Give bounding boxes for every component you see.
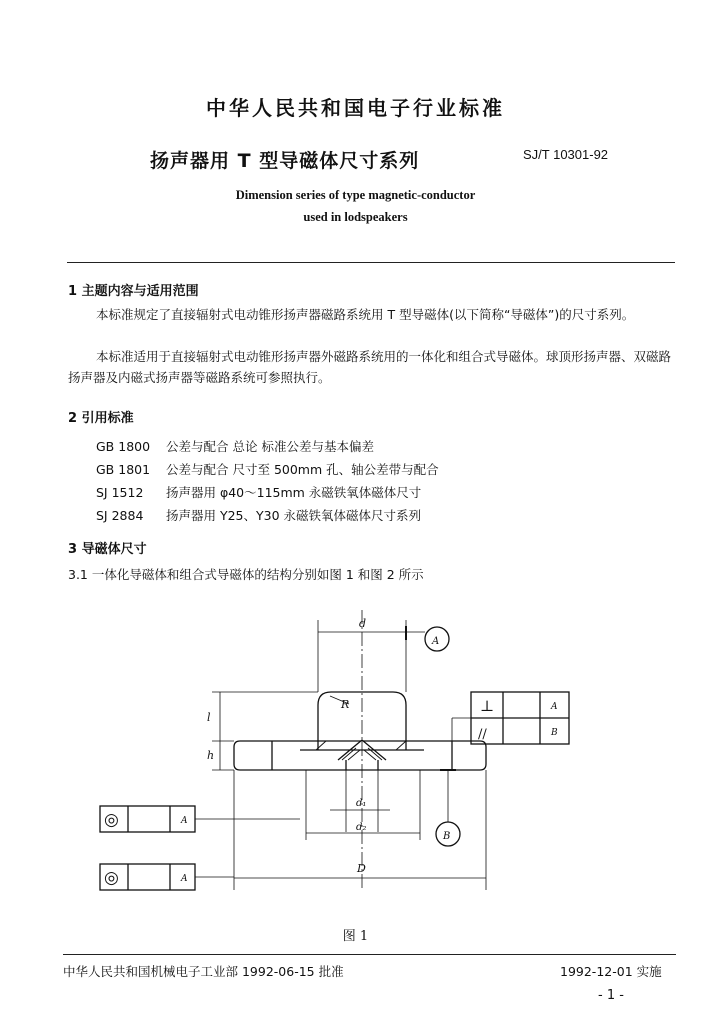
label-datum-b: B (443, 831, 451, 842)
concentricity-icon: ◎ (104, 810, 119, 830)
section3-heading: 3 导磁体尺寸 (68, 542, 147, 557)
reference-title: 公差与配合 尺寸至 500mm 孔、轴公差带与配合 (166, 462, 439, 477)
frame-left2-datum: A (181, 874, 188, 884)
label-r: R (341, 698, 350, 711)
label-l: l (207, 711, 211, 724)
label-datum-a: A (432, 636, 440, 647)
footer-divider (63, 954, 676, 955)
reference-title: 扬声器用 φ40～115mm 永磁铁氧体磁体尺寸 (166, 485, 422, 500)
label-d1: d₁ (356, 798, 367, 809)
parallelism-icon: // (478, 727, 487, 742)
section2-heading: 2 引用标准 (68, 411, 134, 426)
english-title-line2: used in lodspeakers (303, 210, 408, 224)
frame-datum-b: B (551, 728, 558, 738)
section1-para1: 本标准规定了直接辐射式电动锥形扬声器磁路系统用 T 型导磁体(以下简称“导磁体”)的尺寸系列。 (96, 307, 635, 322)
label-D: D (357, 862, 366, 875)
english-title-line1: Dimension series of type magnetic-conductor (235, 188, 476, 202)
frame-datum-a: A (551, 702, 558, 712)
approval-note: 中华人民共和国机械电子工业部 1992-06-15 批准 (63, 964, 344, 979)
t-type-conductor-drawing (0, 600, 711, 920)
figure-caption: 图 1 (342, 929, 369, 944)
reference-item (96, 460, 439, 478)
org-title: 中华人民共和国电子行业标准 (206, 96, 505, 120)
label-d: d (359, 617, 367, 630)
label-h: h (207, 749, 215, 762)
label-d2: d₂ (356, 822, 367, 833)
perpendicularity-icon: ⊥ (480, 697, 495, 715)
section1-heading: 1 主题内容与适用范围 (68, 284, 199, 299)
header-divider (67, 262, 675, 263)
reference-code: GB 1800 (96, 439, 151, 454)
reference-code: GB 1801 (96, 462, 151, 477)
document-title: 扬声器用 T 型导磁体尺寸系列 (150, 150, 420, 172)
reference-title: 扬声器用 Y25、Y30 永磁铁氧体磁体尺寸系列 (166, 508, 422, 523)
concentricity-icon: ◎ (104, 868, 119, 888)
frame-left1-datum: A (181, 816, 188, 826)
reference-code: SJ 2884 (96, 508, 144, 523)
reference-item (96, 437, 374, 455)
section1-para2: 本标准适用于直接辐射式电动锥形扬声器外磁路系统用的一体化和组合式导磁体。球顶形扬声器、双磁路扬声器及内磁式扬声器等磁路系统可参照执行。 (68, 349, 672, 385)
reference-title: 公差与配合 总论 标准公差与基本偏差 (166, 439, 374, 454)
section3-para: 3.1 一体化导磁体和组合式导磁体的结构分别如图 1 和图 2 所示 (68, 567, 424, 582)
standard-number: SJ/T 10301-92 (523, 147, 609, 162)
implementation-date: 1992-12-01 实施 (560, 964, 662, 979)
reference-code: SJ 1512 (96, 485, 144, 500)
page-number: - 1 - (598, 988, 624, 1003)
reference-item (96, 506, 421, 524)
reference-item (96, 483, 421, 501)
